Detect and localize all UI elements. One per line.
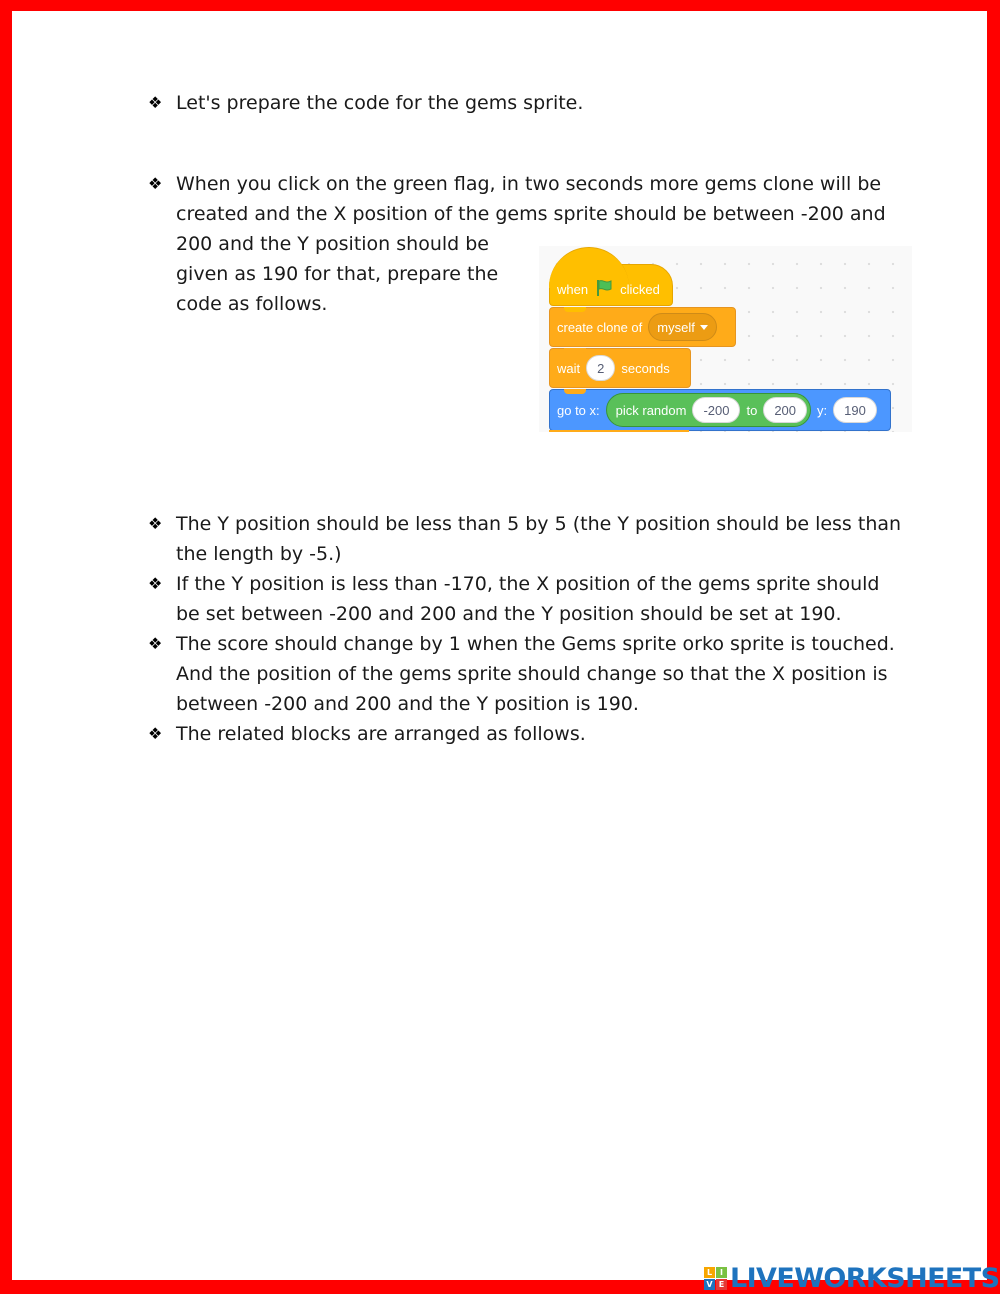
wait-label: wait — [557, 360, 581, 376]
bullet-marker: ❖ — [148, 514, 163, 533]
bullet-marker: ❖ — [148, 724, 163, 743]
instruction-line: given as 190 for that, prepare the — [176, 263, 499, 285]
block-notch — [564, 348, 586, 353]
bullet-marker: ❖ — [148, 634, 163, 653]
create-clone-label: create clone of — [557, 319, 643, 335]
clone-target-value: myself — [657, 319, 695, 335]
bullet-marker: ❖ — [148, 93, 163, 112]
logo-text: LIVEWORKSHEETS — [730, 1262, 1000, 1294]
bullet-marker: ❖ — [148, 574, 163, 593]
instruction-1 — [176, 88, 583, 118]
instruction-line: 200 and the Y position should be — [176, 233, 489, 255]
when-flag-clicked-block — [549, 264, 673, 306]
y-value: 190 — [833, 397, 877, 423]
instruction-line: The score should change by 1 when the Gems sprite orko sprite is touched. — [176, 633, 895, 655]
create-clone-block — [549, 307, 736, 347]
instruction-line: The Y position should be less than 5 by 5 (the Y position should be less than — [176, 513, 902, 535]
pick-random-label: pick random — [615, 402, 687, 418]
wait-seconds-value: 2 — [586, 355, 615, 381]
instruction-line: The related blocks are arranged as follows. — [176, 723, 586, 745]
instruction-line: Let's prepare the code for the gems sprite. — [176, 92, 584, 114]
logo-grid-icon — [704, 1267, 727, 1290]
instruction-line: And the position of the gems sprite should change so that the X position is — [176, 663, 888, 685]
clone-target-dropdown — [648, 313, 717, 341]
instruction-line: code as follows. — [176, 293, 328, 315]
instruction-line: If the Y position is less than -170, the X position of the gems sprite should — [176, 573, 880, 595]
pick-random-block — [606, 393, 811, 427]
go-to-x-label: go to x: — [557, 402, 600, 418]
instruction-line: created and the X position of the gems sprite should be between -200 and — [176, 203, 886, 225]
when-label: when — [557, 281, 589, 297]
green-flag-icon — [594, 278, 614, 301]
logo-grid-letter: L — [704, 1267, 715, 1278]
instruction-5 — [176, 629, 895, 719]
dropdown-caret-icon — [700, 325, 708, 330]
liveworksheets-logo — [704, 1263, 999, 1293]
instruction-4 — [176, 569, 879, 629]
logo-grid-letter: E — [716, 1279, 727, 1290]
clicked-label: clicked — [620, 281, 660, 297]
next-block-edge — [549, 430, 689, 432]
random-from-value: -200 — [692, 397, 740, 423]
instruction-6 — [176, 719, 586, 749]
instruction-3 — [176, 509, 901, 569]
instruction-line: the length by -5.) — [176, 543, 342, 565]
bullet-marker: ❖ — [148, 174, 163, 193]
block-notch — [564, 307, 586, 312]
seconds-label: seconds — [621, 360, 670, 376]
logo-grid-letter: I — [716, 1267, 727, 1278]
go-to-xy-block — [549, 389, 891, 431]
instruction-line: When you click on the green flag, in two seconds more gems clone will be — [176, 173, 882, 195]
scratch-code-image — [539, 246, 912, 432]
block-notch — [564, 389, 586, 394]
wait-block — [549, 348, 691, 388]
logo-grid-letter: V — [704, 1279, 715, 1290]
instruction-line: between -200 and 200 and the Y position is 190. — [176, 693, 639, 715]
random-to-value: 200 — [763, 397, 807, 423]
instruction-line: be set between -200 and 200 and the Y position should be set at 190. — [176, 603, 842, 625]
random-to-label: to — [746, 402, 758, 418]
y-label: y: — [817, 402, 828, 418]
